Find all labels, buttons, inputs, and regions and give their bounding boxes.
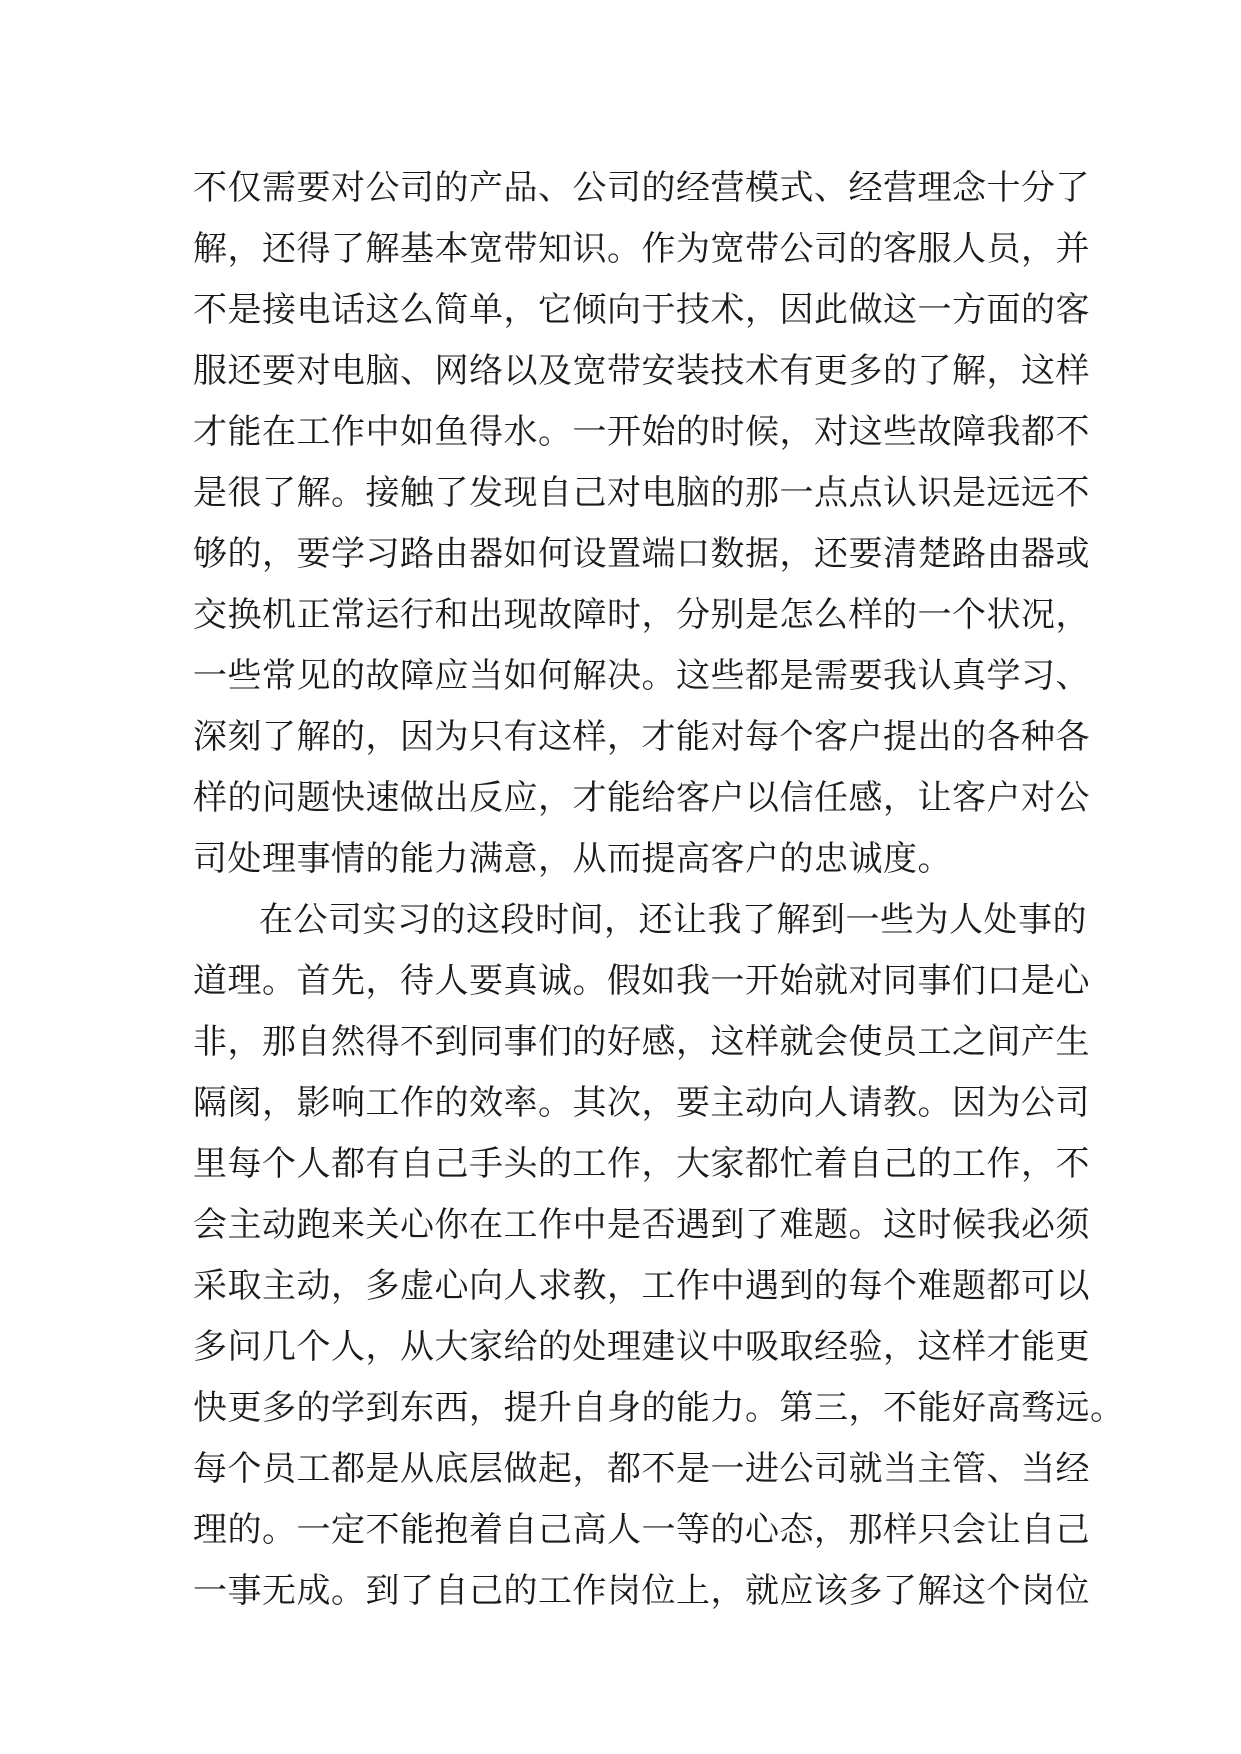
text-line: 服还要对电脑、网络以及宽带安装技术有更多的了解，这样: [193, 351, 1090, 391]
paragraph-1: [193, 158, 1090, 890]
text-line: 一些常见的故障应当如何解决。这些都是需要我认真学习、: [193, 656, 1090, 696]
text-line: 隔阂，影响工作的效率。其次，要主动向人请教。因为公司: [193, 1083, 1090, 1123]
text-line: 不仅需要对公司的产品、公司的经营模式、经营理念十分了: [193, 168, 1090, 208]
text-line: 快更多的学到东西，提升自身的能力。第三，不能好高骛远。: [193, 1388, 1125, 1428]
text-line: 非，那自然得不到同事们的好感，这样就会使员工之间产生: [193, 1022, 1090, 1062]
text-line: 会主动跑来关心你在工作中是否遇到了难题。这时候我必须: [193, 1205, 1090, 1245]
text-line: 深刻了解的，因为只有这样，才能对每个客户提出的各种各: [193, 717, 1090, 757]
text-line: 够的，要学习路由器如何设置端口数据，还要清楚路由器或: [193, 534, 1090, 574]
text-line: 每个员工都是从底层做起，都不是一进公司就当主管、当经: [193, 1449, 1090, 1489]
document-body: [193, 158, 1125, 1622]
text-line: 样的问题快速做出反应，才能给客户以信任感，让客户对公: [193, 778, 1090, 818]
text-line: 解，还得了解基本宽带知识。作为宽带公司的客服人员，并: [193, 229, 1090, 269]
text-line: 才能在工作中如鱼得水。一开始的时候，对这些故障我都不: [193, 412, 1090, 452]
text-line: 多问几个人，从大家给的处理建议中吸取经验，这样才能更: [193, 1327, 1090, 1367]
text-line: 在公司实习的这段时间，还让我了解到一些为人处事的: [259, 900, 1087, 940]
text-line: 司处理事情的能力满意，从而提高客户的忠诚度。: [193, 839, 952, 879]
text-line: 采取主动，多虚心向人求教，工作中遇到的每个难题都可以: [193, 1266, 1090, 1306]
text-line: 不是接电话这么简单，它倾向于技术，因此做这一方面的客: [193, 290, 1090, 330]
text-line: 里每个人都有自己手头的工作，大家都忙着自己的工作，不: [193, 1144, 1090, 1184]
paragraph-2: [193, 890, 1125, 1622]
text-line: 一事无成。到了自己的工作岗位上，就应该多了解这个岗位: [193, 1571, 1090, 1611]
text-line: 是很了解。接触了发现自己对电脑的那一点点认识是远远不: [193, 473, 1090, 513]
text-line: 道理。首先，待人要真诚。假如我一开始就对同事们口是心: [193, 961, 1090, 1001]
text-line: 交换机正常运行和出现故障时，分别是怎么样的一个状况，: [193, 595, 1090, 635]
text-line: 理的。一定不能抱着自己高人一等的心态，那样只会让自己: [193, 1510, 1090, 1550]
